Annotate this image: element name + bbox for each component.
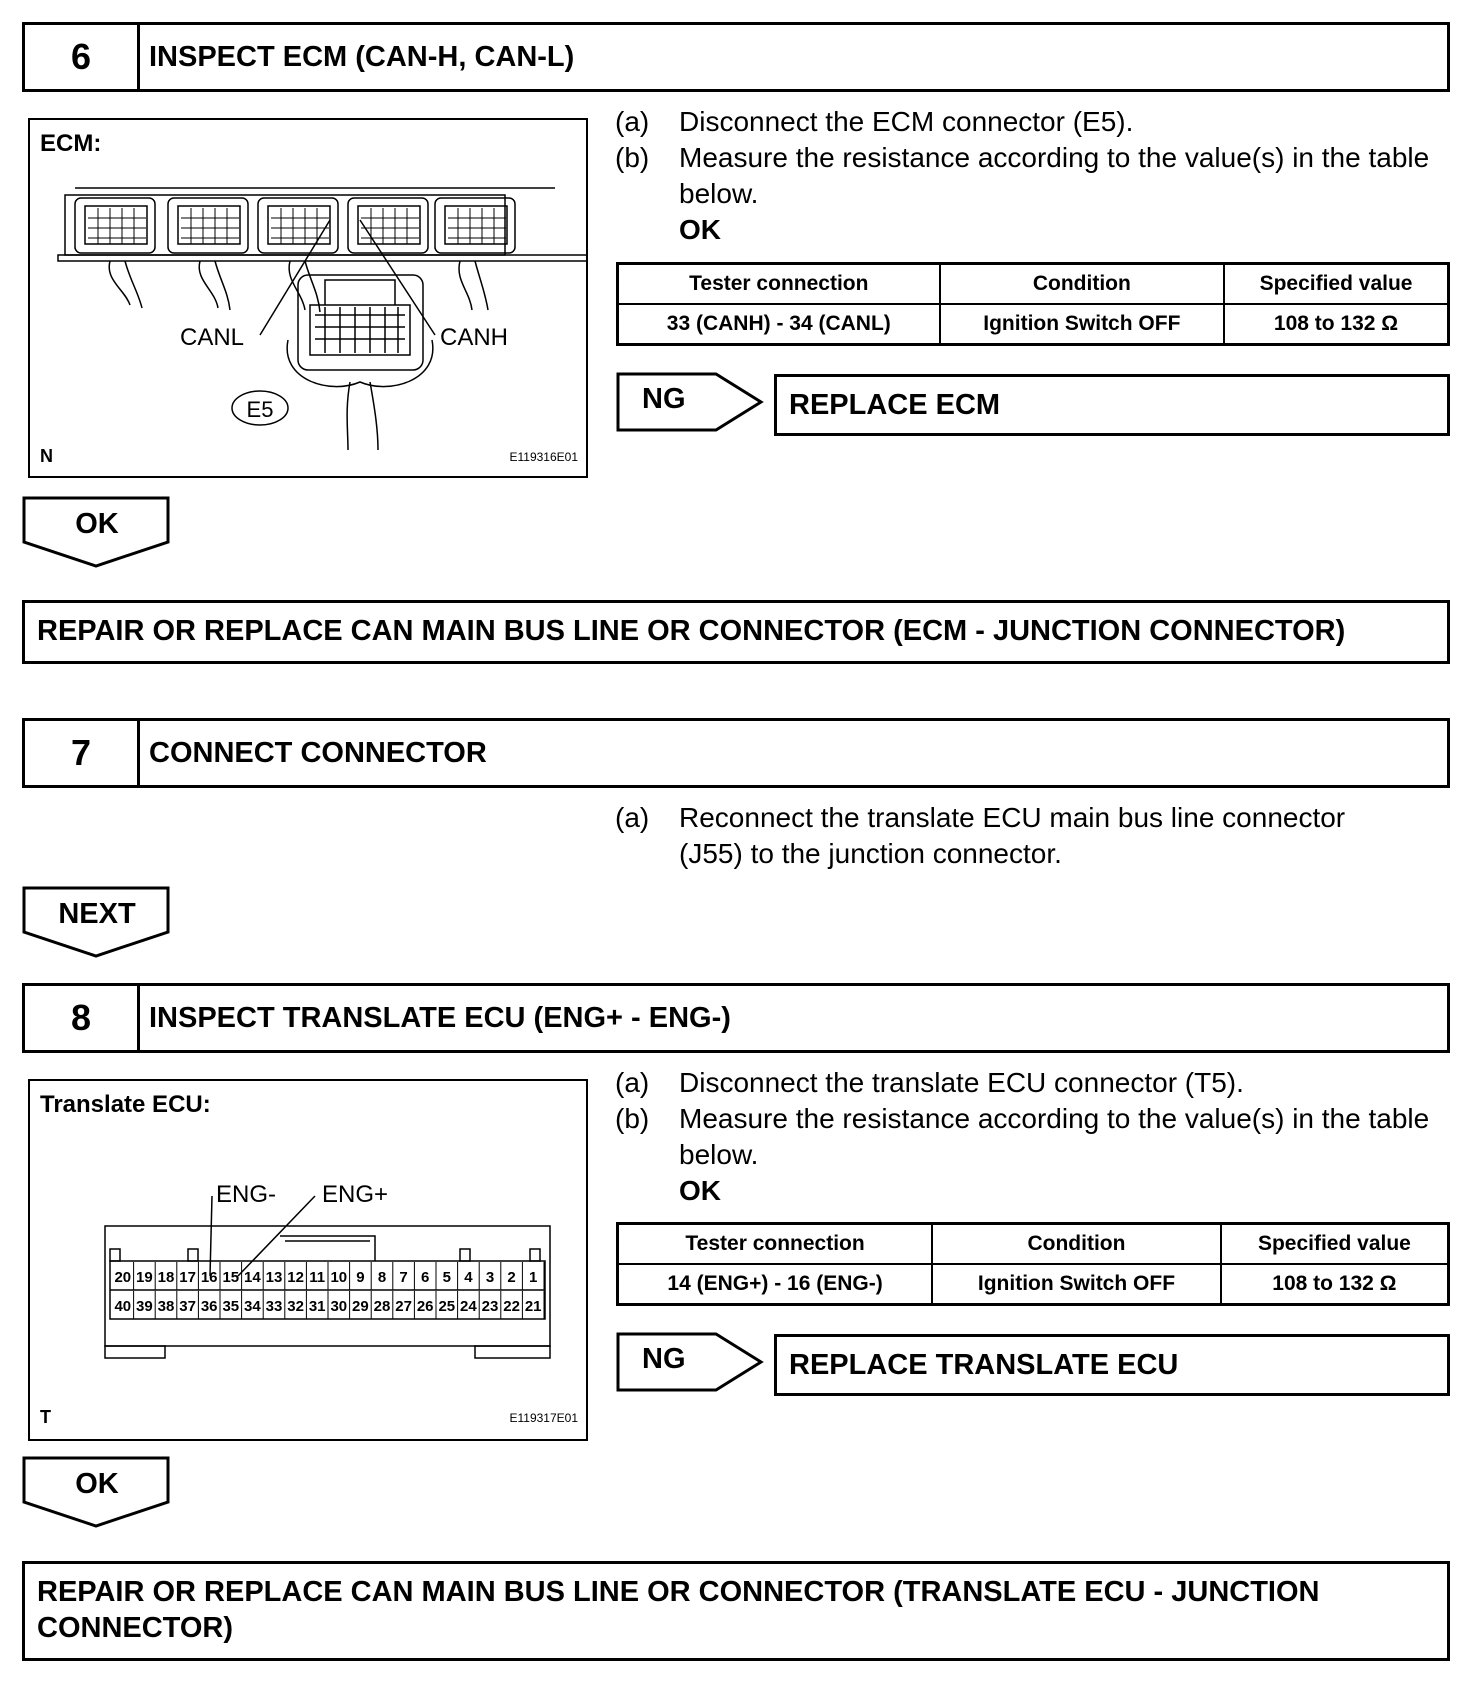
pin-number: 21 [524,1298,542,1315]
connector-label: E5 [246,397,274,422]
pin-number: 35 [222,1298,240,1315]
pin-row-bottom [114,1291,544,1319]
instruction-b: (b) Measure the resistance according to the value(s) in the table below. [615,1103,1430,1170]
pin-number: 19 [136,1269,153,1286]
figure-id: E119317E01 [509,1411,578,1425]
table-header-row: Tester connection Condition Specified value [618,1224,1449,1265]
pin-number: 14 [244,1269,261,1286]
pin-number: 22 [503,1298,520,1315]
ng-arrow-shape [616,372,766,432]
pin-number: 11 [309,1269,326,1286]
pin-number: 16 [200,1269,218,1286]
pin-number: 23 [481,1298,499,1315]
translate-ecu-figure [28,1079,588,1441]
step-8-ok-result: REPAIR OR REPLACE CAN MAIN BUS LINE OR CONNECTOR (TRANSLATE ECU - JUNCTION CONNECTOR) [22,1561,1450,1661]
pin-number: 7 [399,1269,408,1286]
translate-ecu-connector-diagram [30,1081,586,1439]
step-title: INSPECT TRANSLATE ECU (ENG+ - ENG-) [149,1001,731,1034]
figure-title: Translate ECU: [40,1091,211,1118]
step-6-spec-table [616,262,1450,346]
pin-number: 18 [157,1269,175,1286]
pin-number: 36 [200,1298,218,1315]
ng-arrow-shape [616,1332,766,1392]
ecm-figure [28,118,588,478]
pin-row-top [114,1262,544,1290]
pin-number: 20 [114,1269,132,1286]
step-6-header [22,22,1450,92]
ng-action-box: REPLACE ECM [774,374,1450,436]
ng-label: NG [642,1343,686,1375]
table-header-row: Tester connection Condition Specified value [618,264,1449,305]
instruction-a: (a) Reconnect the translate ECU main bus line connector (J55) to the junction connector. [615,802,1346,869]
pin-number: 4 [464,1269,473,1286]
table-row: 33 (CANH) - 34 (CANL) Ignition Switch OFF 108 to 132 Ω [618,304,1449,345]
ecm-connector-diagram [30,120,586,476]
step-title: INSPECT ECM (CAN-H, CAN-L) [149,40,575,73]
step-title: CONNECT CONNECTOR [149,736,487,769]
pin-number: 3 [485,1269,495,1286]
canh-label: CANH [440,324,509,351]
pin-number: 10 [330,1269,348,1286]
step-number: 8 [25,986,140,1050]
figure-id: E119316E01 [509,450,578,464]
ok-label: OK [75,508,119,540]
step-6-instructions [615,104,1455,248]
figure-title: ECM: [40,130,102,157]
figure-corner-letter: T [40,1407,51,1427]
ng-action-box: REPLACE TRANSLATE ECU [774,1334,1450,1396]
eng-plus-label: ENG+ [322,1181,389,1208]
step-8-instructions [615,1065,1455,1209]
instruction-b: (b) Measure the resistance according to the value(s) in the table below. [615,142,1430,209]
step-number: 7 [25,721,140,785]
pin-number: 31 [308,1298,326,1315]
ng-label: NG [642,383,686,415]
step-8-header [22,983,1450,1053]
step-number: 6 [25,25,140,89]
ok-note: OK [679,214,721,245]
canl-label: CANL [180,324,245,351]
pin-number: 32 [287,1298,304,1315]
pin-number: 27 [395,1298,412,1315]
pin-number: 25 [438,1298,456,1315]
pin-number: 30 [330,1298,348,1315]
pin-number: 1 [529,1269,538,1286]
instruction-a: (a) Disconnect the ECM connector (E5). [615,106,1134,137]
pin-number: 34 [244,1298,261,1315]
pin-number: 28 [373,1298,391,1315]
step-7-instructions [615,800,1415,872]
pin-number: 38 [157,1298,175,1315]
pin-number: 37 [179,1298,196,1315]
step-6-ok-result: REPAIR OR REPLACE CAN MAIN BUS LINE OR CONNECTOR (ECM - JUNCTION CONNECTOR) [22,600,1450,664]
pin-number: 24 [460,1298,477,1315]
ok-note: OK [679,1175,721,1206]
pin-number: 40 [114,1298,132,1315]
pin-number: 9 [356,1269,365,1286]
pin-number: 17 [179,1269,196,1286]
table-row: 14 (ENG+) - 16 (ENG-) Ignition Switch OFF 108 to 132 Ω [618,1264,1449,1305]
pin-number: 12 [287,1269,304,1286]
pin-number: 8 [377,1269,387,1286]
pin-number: 15 [222,1269,240,1286]
step-8-spec-table [616,1222,1450,1306]
instruction-a: (a) Disconnect the translate ECU connector (T5). [615,1067,1244,1098]
step-7-header [22,718,1450,788]
pin-number: 39 [136,1298,153,1315]
next-label: NEXT [58,898,136,930]
pin-number: 33 [265,1298,283,1315]
pin-number: 2 [507,1269,516,1286]
ok-label: OK [75,1468,119,1500]
eng-minus-label: ENG- [216,1181,276,1208]
figure-corner-letter: N [40,446,53,466]
pin-number: 6 [421,1269,430,1286]
pin-number: 29 [352,1298,369,1315]
pin-number: 5 [442,1269,451,1286]
pin-number: 13 [265,1269,283,1286]
pin-number: 26 [416,1298,434,1315]
